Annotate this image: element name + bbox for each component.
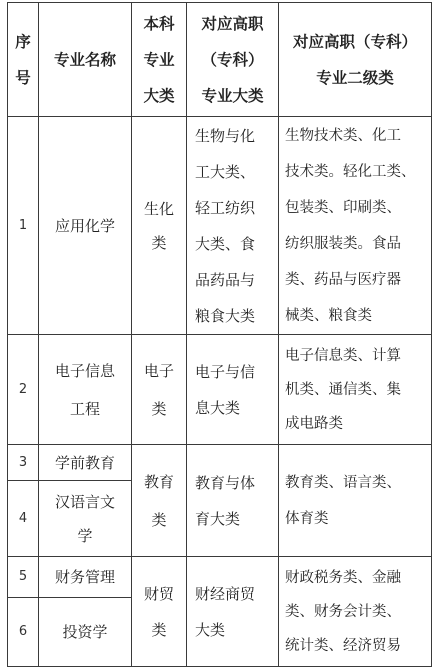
header-major bbox=[39, 3, 131, 116]
vocational-category: 电子与信 息大类 bbox=[195, 362, 256, 417]
table-row-1-major bbox=[39, 117, 131, 334]
table-row-5-seq bbox=[8, 557, 38, 597]
education-group-vocational-category bbox=[187, 445, 278, 556]
table-row-2-vocational-subcategory bbox=[279, 335, 431, 444]
header-undergrad-category bbox=[132, 3, 186, 116]
major-name: 电子信息 工程 bbox=[54, 361, 115, 418]
finance-group-vocational-category bbox=[187, 557, 278, 666]
row-seq: 4 bbox=[18, 510, 28, 526]
table-row-2-undergrad-category bbox=[132, 335, 186, 444]
table-row-5-major bbox=[39, 557, 131, 597]
row-seq: 5 bbox=[18, 569, 28, 584]
row-seq: 6 bbox=[18, 624, 28, 639]
table-row-2-major bbox=[39, 335, 131, 444]
table-row-4-major bbox=[39, 481, 131, 556]
table-row-1-seq bbox=[8, 117, 38, 334]
undergrad-category: 生化 类 bbox=[143, 199, 174, 252]
finance-group-vocational-subcategory bbox=[279, 557, 431, 666]
table-row-2-seq bbox=[8, 335, 38, 444]
table-row-6-major bbox=[39, 598, 131, 666]
table-row-3-major bbox=[39, 445, 131, 480]
header-vocational-category-label: 对应高职 （专科） 专业大类 bbox=[201, 14, 264, 105]
table-row-2-vocational-category bbox=[187, 335, 278, 444]
header-vocational-subcategory-label: 对应高职（专科） 专业二级类 bbox=[292, 32, 417, 87]
vocational-subcategory: 教育类、语言类、 体育类 bbox=[285, 474, 401, 527]
undergrad-category: 教育 类 bbox=[143, 472, 174, 529]
finance-group-undergrad-category bbox=[132, 557, 186, 666]
vocational-category: 财经商贸 大类 bbox=[195, 584, 256, 639]
header-vocational-subcategory bbox=[279, 3, 431, 116]
table-row-4-seq bbox=[8, 481, 38, 556]
vocational-subcategory: 电子信息类、计算 机类、通信类、集 成电路类 bbox=[285, 347, 401, 432]
row-seq: 1 bbox=[18, 217, 28, 233]
header-vocational-category bbox=[187, 3, 278, 116]
vocational-subcategory: 生物技术类、化工 技术类。轻化工类、 包装类、印刷类、 纺织服装类。食品 类、药品与医疗器 械类、粮食类 bbox=[285, 127, 416, 324]
major-name: 财务管理 bbox=[54, 568, 115, 586]
row-seq: 3 bbox=[18, 454, 28, 470]
education-group-undergrad-category bbox=[132, 445, 186, 556]
vocational-category: 生物与化 工大类、 轻工纺织 大类、食 品药品与 粮食大类 bbox=[195, 126, 256, 325]
major-name: 学前教育 bbox=[54, 453, 115, 472]
table-border-right bbox=[431, 2, 432, 667]
undergrad-category: 电子 类 bbox=[143, 361, 174, 418]
table-row-6-seq bbox=[8, 598, 38, 666]
undergrad-category: 财贸 类 bbox=[143, 584, 174, 639]
vocational-subcategory: 财政税务类、金融 类、财务会计类、 统计类、经济贸易 bbox=[285, 569, 401, 654]
header-undergrad-category-label: 本科 专业 大类 bbox=[143, 14, 175, 105]
major-name: 应用化学 bbox=[54, 216, 115, 235]
header-major-label: 专业名称 bbox=[53, 50, 116, 69]
major-name: 汉语言文 学 bbox=[54, 492, 115, 545]
row-seq: 2 bbox=[18, 381, 28, 397]
table-border-bottom bbox=[7, 666, 432, 667]
header-seq-label: 序 号 bbox=[15, 32, 31, 87]
table-row-1-undergrad-category bbox=[132, 117, 186, 334]
header-seq bbox=[8, 3, 38, 116]
table-row-3-seq bbox=[8, 445, 38, 480]
table-row-1-vocational-subcategory bbox=[279, 117, 431, 334]
vocational-category: 教育与体 育大类 bbox=[195, 473, 256, 528]
major-name: 投资学 bbox=[62, 623, 108, 641]
education-group-vocational-subcategory bbox=[279, 445, 431, 556]
table-row-1-vocational-category bbox=[187, 117, 278, 334]
